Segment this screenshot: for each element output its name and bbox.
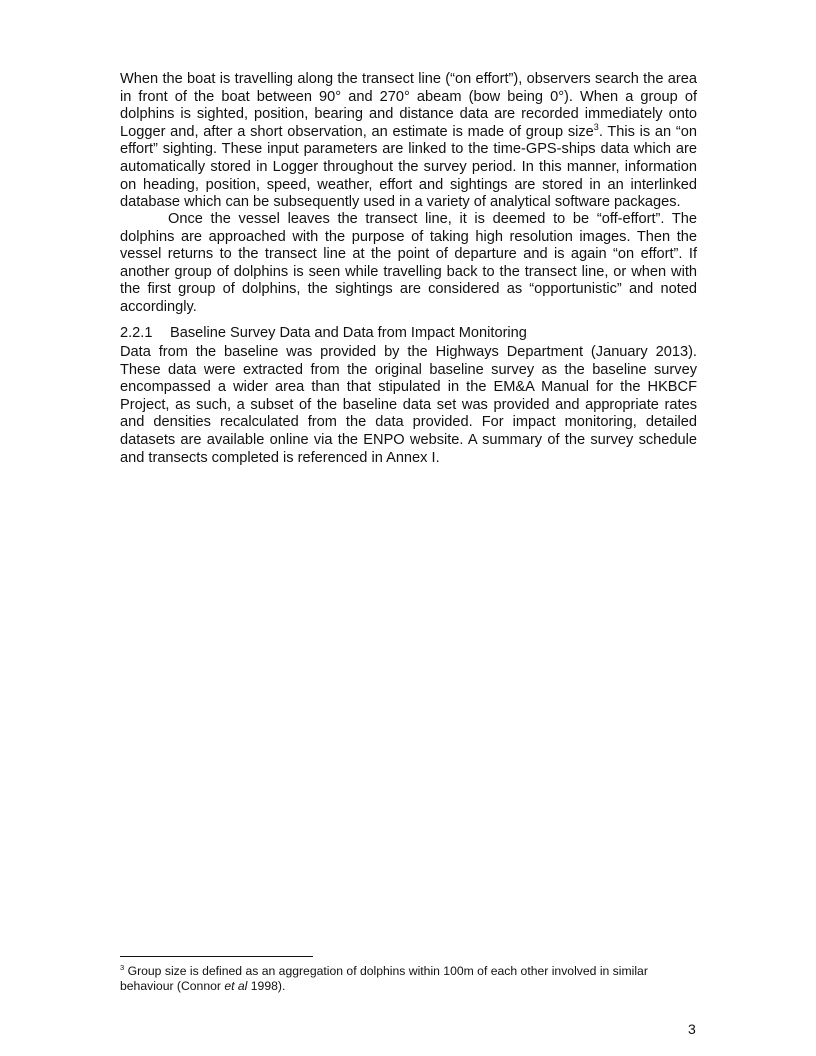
- footnote-text-end: 1998).: [247, 979, 286, 993]
- footnote-text: Group size is defined as an aggregation of dolphins within 100m of each other involved in similar behaviour (Connor: [120, 964, 648, 993]
- paragraph-baseline-data: Data from the baseline was provided by the Highways Department (January 2013). These data were extracted from the original baseline survey as the baseline survey encompassed a wider area than that stipulated in the EM&A Manual for the HKBCF Project, as such, a subset of the baseline data set was provided and appropriate rates and densities recalculated from the data provided. For impact monitoring, detailed datasets are available online via the ENPO website. A summary of the survey schedule and transects completed is referenced in Annex I.: [120, 344, 697, 466]
- footnote: [120, 964, 697, 994]
- paragraph-text: When the boat is travelling along the transect line (“on effort”), observers search the area in front of the boat between 90° and 270° abeam (bow being 0°). When a group of dolphins is sighted, position, bearing and distance data are recorded immediately onto Logger and, after a short observation, an estimate is made of group size: [120, 71, 697, 140]
- footnote-separator: [120, 956, 313, 957]
- page-number: 3: [688, 1021, 696, 1037]
- section-number: 2.2.1: [120, 325, 153, 341]
- paragraph-effort-survey: [120, 71, 697, 212]
- paragraph-text: . This is an “on effort” sighting. These input parameters are linked to the time-GPS-ships data which are automatically stored in Logger throughout the survey period. In this manner, information on heading, position, speed, weather, effort and sightings are stored in an interlinked database which can be subsequently used in a variety of analytical software packages.: [120, 123, 697, 211]
- footnote-reference[interactable]: 3: [593, 121, 599, 132]
- footnote-marker: 3: [120, 962, 125, 972]
- paragraph-off-effort: Once the vessel leaves the transect line, it is deemed to be “off-effort”. The dolphins are approached with the purpose of taking high resolution images. Then the vessel returns to the transect line at the point of departure and is again “on effort”. If another group of dolphins is seen while travelling back to the transect line, or when with the first group of dolphins, the sightings are considered as “opportunistic” and noted accordingly.: [120, 211, 697, 315]
- footnote-italic: et al: [224, 979, 248, 993]
- section-title: Baseline Survey Data and Data from Impact Monitoring: [170, 325, 527, 341]
- section-heading: [120, 325, 697, 343]
